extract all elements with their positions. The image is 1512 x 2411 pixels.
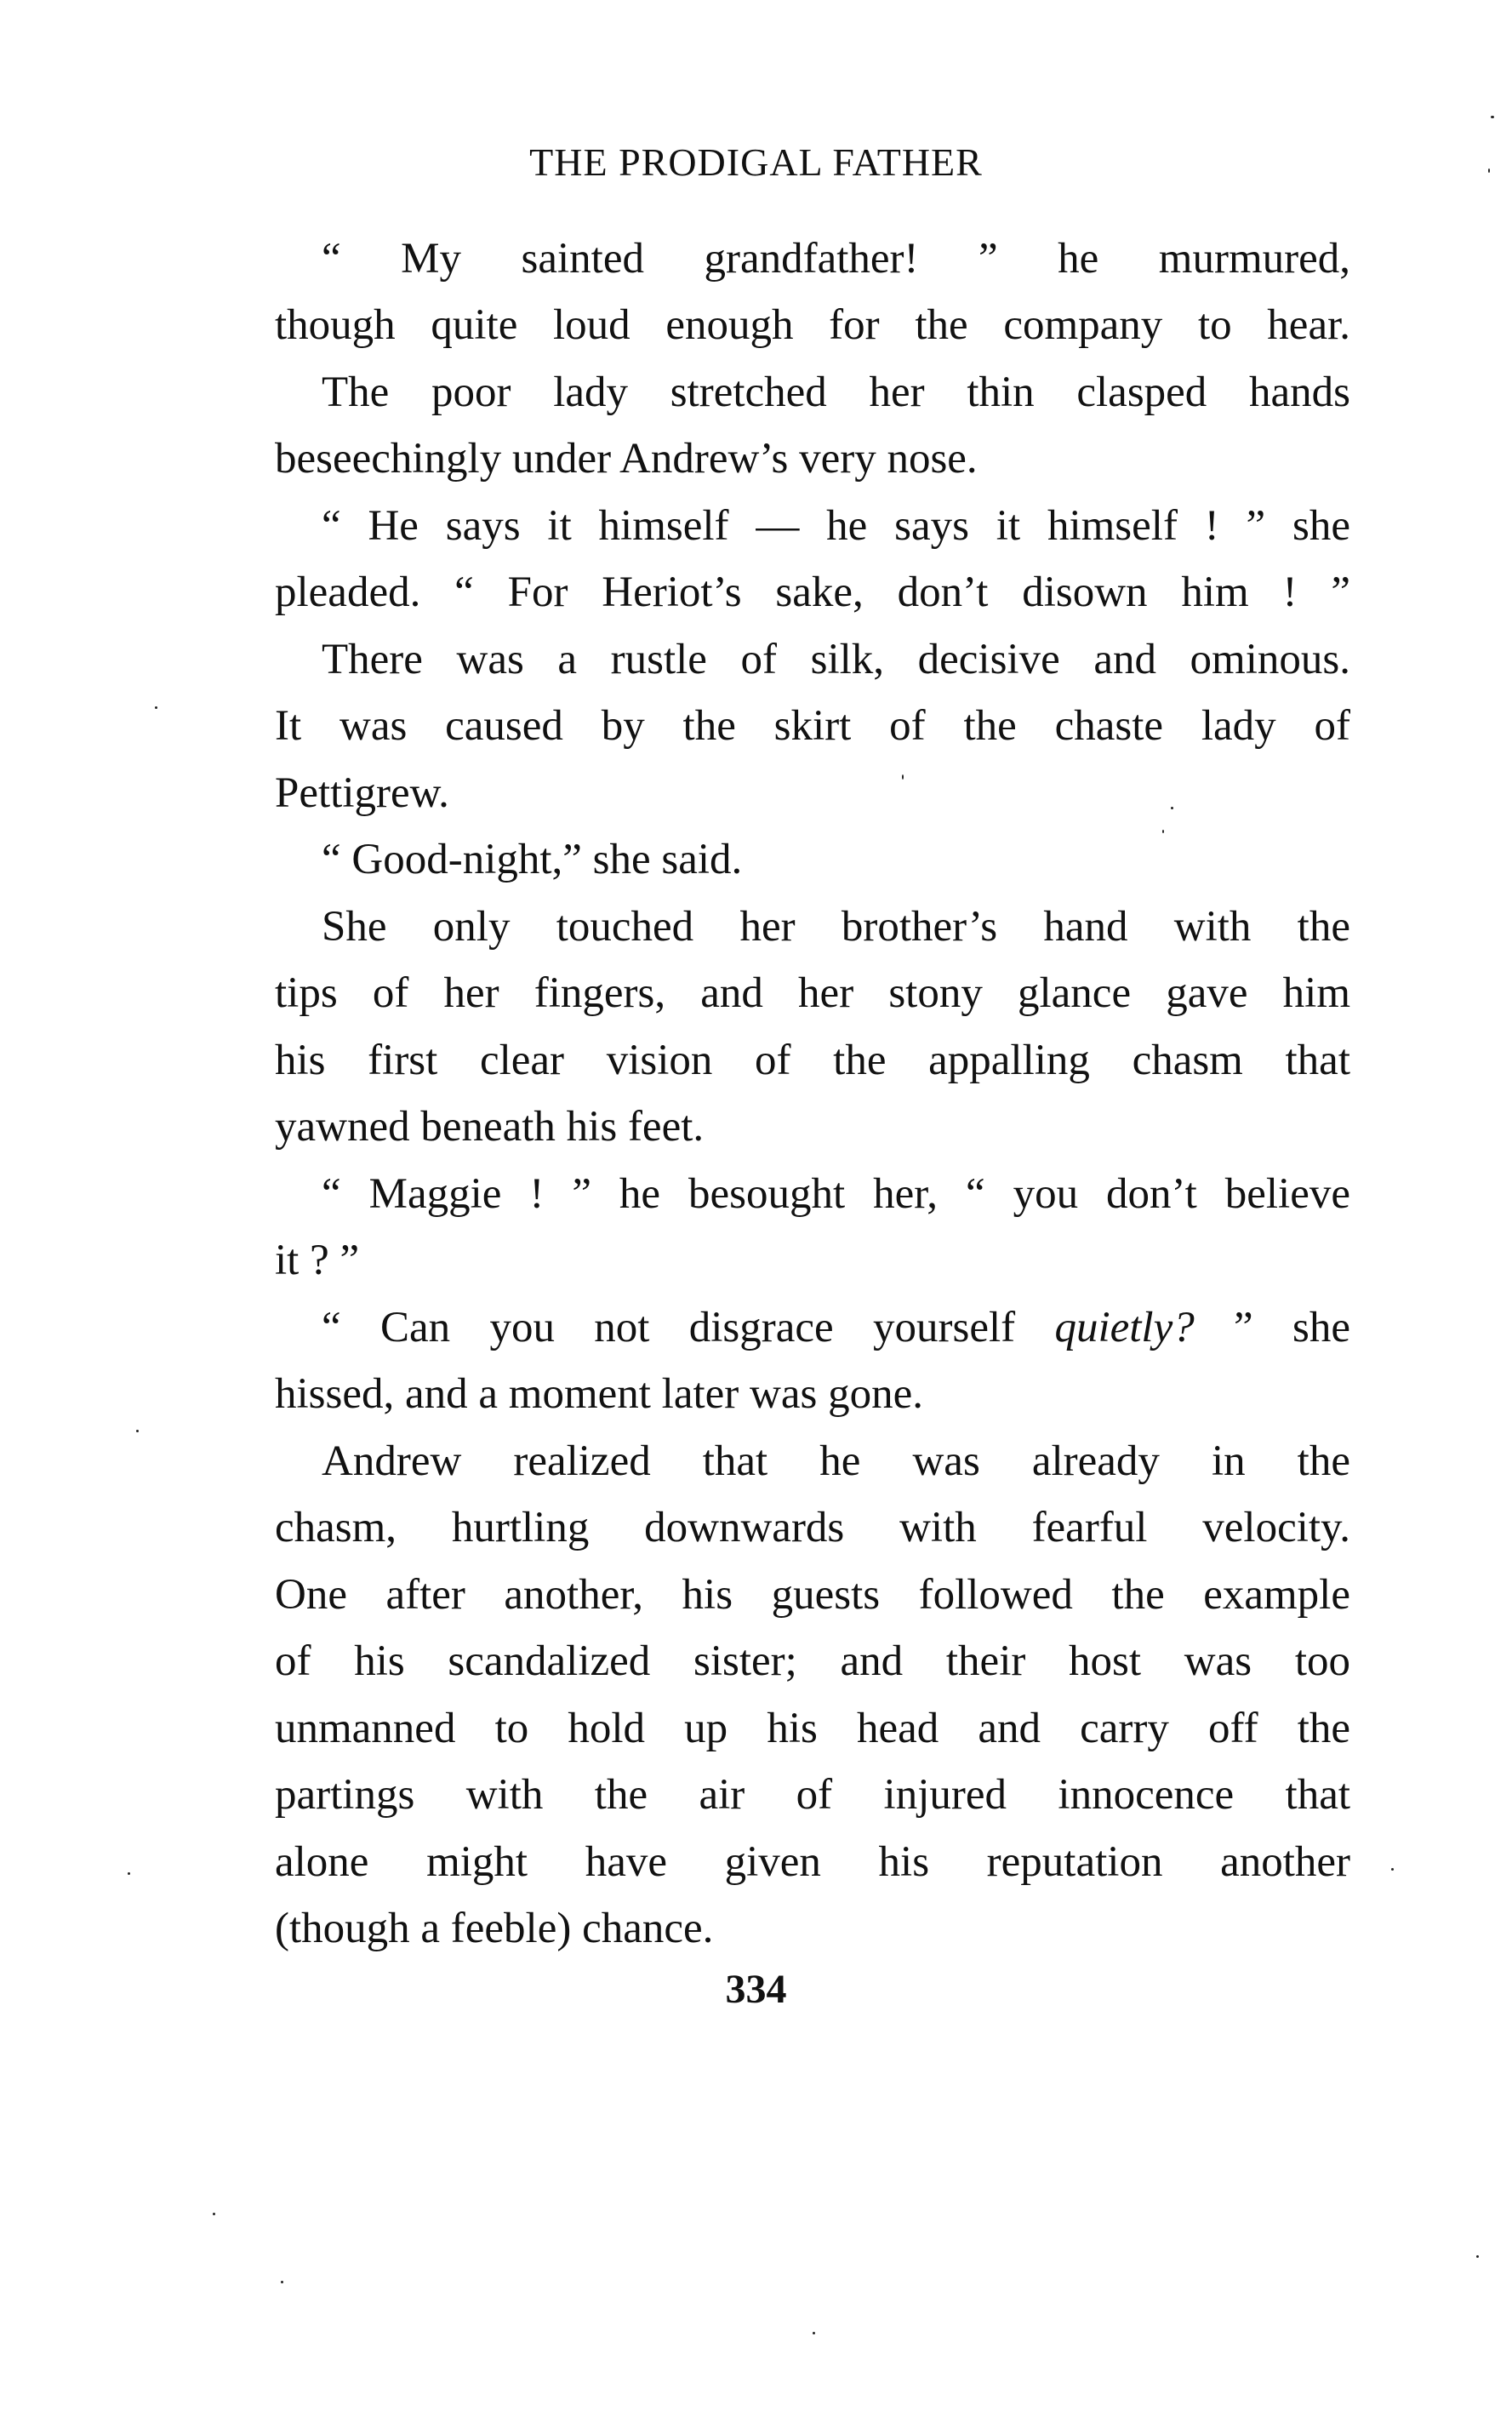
text-segment: “ Can you not disgrace yourself — [322, 1304, 1055, 1351]
italic-word: quietly? — [1054, 1304, 1195, 1351]
text-line: It was caused by the skirt of the chaste lady of — [275, 702, 1350, 750]
scan-speck — [1491, 116, 1494, 118]
text-line: pleaded. “ For Heriot’s sake, don’t disown him ! ” — [275, 568, 1350, 616]
page-number: 334 — [725, 1967, 787, 2012]
scan-speck — [1488, 169, 1490, 173]
text-line: “ Good-night,” she said. — [322, 836, 743, 883]
text-line: yawned beneath his feet. — [275, 1103, 705, 1151]
text-line: alone might have given his reputation another — [275, 1838, 1350, 1886]
scan-speck — [213, 2213, 215, 2215]
text-line: his first clear vision of the appalling chasm that — [275, 1037, 1350, 1084]
scan-speck — [281, 2281, 283, 2283]
text-line: though quite loud enough for the company to hear. — [275, 301, 1350, 349]
text-line: it ? ” — [275, 1237, 360, 1284]
text-line: “ He says it himself — he says it himself ! ” she — [322, 502, 1350, 550]
text-line: hissed, and a moment later was gone. — [275, 1370, 923, 1418]
text-line: of his scandalized sister; and their host was too — [275, 1637, 1350, 1685]
text-line: beseechingly under Andrew’s very nose. — [275, 435, 978, 483]
text-line: “ Maggie ! ” he besought her, “ you don’t believe — [322, 1170, 1350, 1218]
scan-speck — [902, 774, 904, 780]
scan-speck — [155, 706, 157, 709]
text-line: One after another, his guests followed the example — [275, 1571, 1350, 1619]
text-line: Andrew realized that he was already in the — [322, 1437, 1350, 1485]
scan-speck — [1162, 830, 1164, 833]
text-line: There was a rustle of silk, decisive and ominous. — [322, 636, 1350, 683]
scan-speck — [1391, 1868, 1394, 1871]
text-line: Pettigrew. — [275, 769, 449, 817]
text-line: She only touched her brother’s hand with the — [322, 903, 1350, 951]
text-line: The poor lady stretched her thin clasped hands — [322, 369, 1350, 416]
text-line — [322, 1300, 1350, 1356]
text-line: (though a feeble) chance. — [275, 1905, 714, 1952]
scan-speck — [1476, 2255, 1479, 2258]
text-line: “ My sainted grandfather! ” he murmured, — [322, 235, 1350, 283]
scan-speck — [128, 1872, 130, 1875]
text-segment: ” she — [1194, 1304, 1350, 1351]
text-line: partings with the air of injured innocence that — [275, 1771, 1350, 1819]
scan-speck — [813, 2332, 815, 2334]
text-line: unmanned to hold up his head and carry off the — [275, 1705, 1350, 1752]
running-head: THE PRODIGAL FATHER — [529, 140, 983, 184]
scan-speck — [1171, 807, 1173, 809]
text-line: tips of her fingers, and her stony glance gave him — [275, 969, 1350, 1017]
scan-speck — [136, 1430, 139, 1432]
text-line: chasm, hurtling downwards with fearful velocity. — [275, 1504, 1350, 1551]
